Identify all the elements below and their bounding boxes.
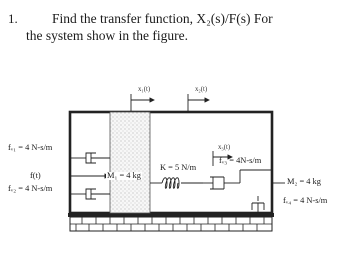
spring-k <box>150 178 203 189</box>
damper-fv2 <box>70 189 110 199</box>
problem-text-line1: Find the transfer function, X₂(s)/F(s) For <box>52 11 273 26</box>
damper-fv3 <box>203 170 271 189</box>
displacement-x2-arrow <box>188 94 209 111</box>
label-force: f(t) <box>30 171 41 180</box>
damper-fv4 <box>252 196 264 213</box>
label-x1: x₁(t) <box>138 86 151 93</box>
label-x2: x₂(t) <box>195 86 208 93</box>
problem-text-line2: the system show in the figure. <box>26 28 188 43</box>
label-spring-k: K = 5 N/m <box>160 163 197 172</box>
ground <box>68 213 274 231</box>
label-fv4: fᵥ₄ = 4 N-s/m <box>283 196 328 205</box>
label-fv2: fᵥ₂ = 4 N-s/m <box>8 184 53 193</box>
label-x3: x₃(t) <box>218 144 231 151</box>
mass-m1-block <box>110 112 150 213</box>
label-mass-m2: M₂ = 4 kg <box>287 177 321 186</box>
label-fv1: fᵥ₁ = 4 N-s/m <box>8 143 53 152</box>
label-mass-m1: M₁ = 4 kg <box>107 171 141 180</box>
label-fv3: fᵥ₃ = 4N-s/m <box>219 156 262 165</box>
displacement-x1-arrow <box>131 94 154 111</box>
problem-number: 1. <box>8 11 18 26</box>
damper-fv1 <box>70 153 110 163</box>
